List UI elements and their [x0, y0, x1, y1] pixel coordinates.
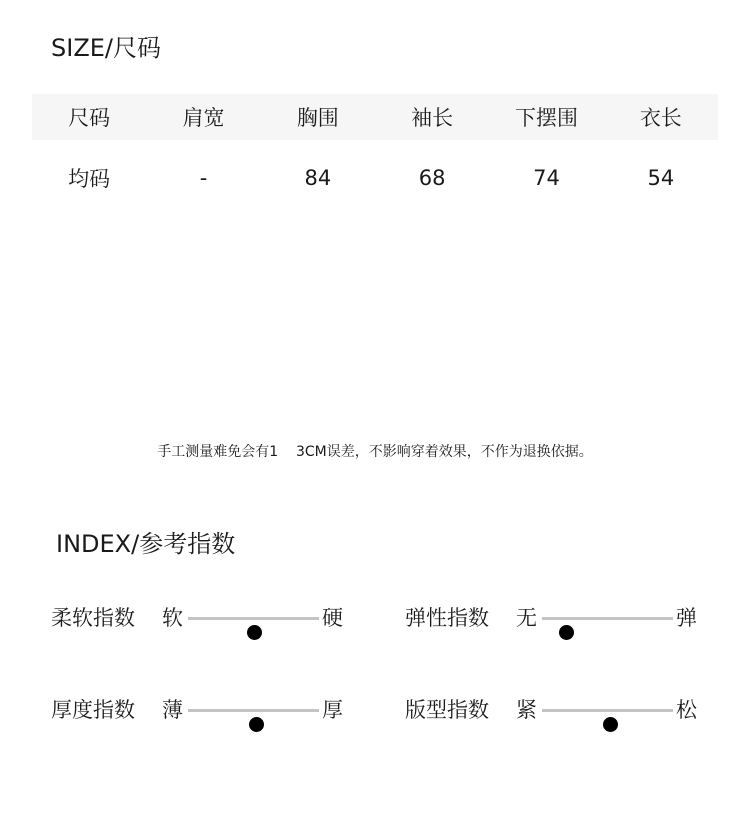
header-cell-length: 衣长 [604, 94, 718, 140]
header-cell-sleeve: 袖长 [375, 94, 489, 140]
header-cell-bust: 胸围 [261, 94, 375, 140]
table-cell: 68 [418, 166, 446, 190]
index-right-word: 厚 [322, 698, 343, 722]
index-right-word: 弹 [676, 606, 697, 630]
index-left-word: 软 [162, 606, 183, 630]
table-row [32, 140, 718, 216]
table-cell: 54 [647, 166, 675, 190]
index-label: 弹性指数 [405, 606, 489, 630]
index-left-word: 薄 [162, 698, 183, 722]
measurement-note: 手工测量难免会有1 3CM误差，不影响穿着效果，不作为退换依据。 [157, 444, 593, 460]
index-knob [247, 625, 262, 640]
header-cell-shoulder: 肩宽 [146, 94, 260, 140]
index-item-fit [405, 695, 700, 725]
index-track [188, 617, 319, 620]
index-left-word: 无 [516, 606, 537, 630]
index-knob [603, 717, 618, 732]
index-knob [559, 625, 574, 640]
index-section-title: INDEX/参考指数 [56, 530, 236, 558]
index-label: 版型指数 [405, 698, 489, 722]
index-item-softness [51, 603, 346, 633]
index-track [188, 709, 319, 712]
size-section-title: SIZE/尺码 [51, 34, 162, 62]
index-item-elasticity [405, 603, 700, 633]
table-cell: 84 [304, 166, 332, 190]
index-right-word: 硬 [322, 606, 343, 630]
index-left-word: 紧 [516, 698, 537, 722]
size-table [32, 94, 718, 216]
index-track [542, 617, 673, 620]
table-cell: - [199, 166, 208, 190]
index-knob [249, 717, 264, 732]
size-table-header-row [32, 94, 718, 140]
table-cell: 74 [533, 166, 560, 190]
header-cell-size: 尺码 [32, 94, 146, 140]
header-cell-hem: 下摆围 [489, 94, 603, 140]
table-cell: 均码 [68, 167, 111, 191]
index-item-thickness [51, 695, 346, 725]
index-label: 厚度指数 [51, 698, 135, 722]
index-right-word: 松 [676, 698, 697, 722]
index-label: 柔软指数 [51, 606, 135, 630]
index-track [542, 709, 673, 712]
